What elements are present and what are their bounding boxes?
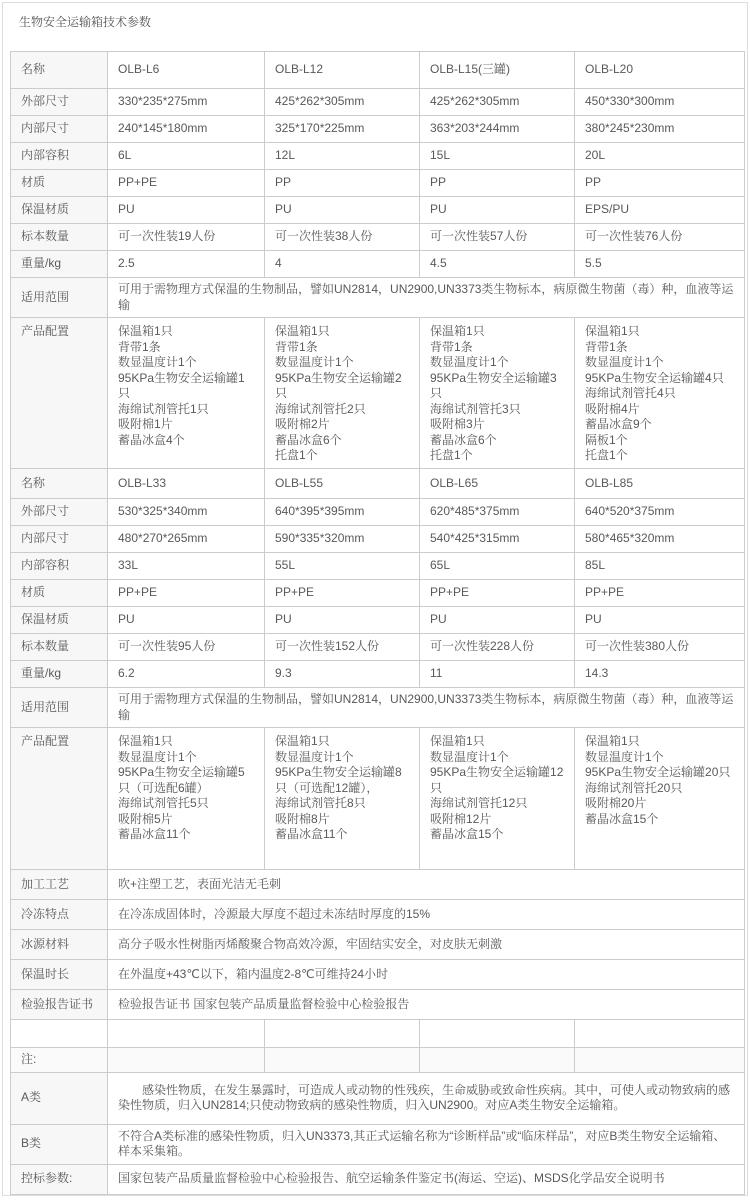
spec-row bbox=[11, 224, 745, 251]
config-item: 保温箱1只 bbox=[275, 324, 330, 338]
config-item: 95KPa生物安全运输罐3只 bbox=[430, 370, 557, 400]
note-label-cell: 注: bbox=[11, 1048, 108, 1073]
scope-text-cell: 可用于需物理方式保温的生物制品，譬如UN2814，UN2900,UN3373类生物标本，病原微生物菌（毒）种，血液等运输 bbox=[108, 688, 745, 728]
spec-row-name-2 bbox=[11, 469, 745, 499]
config-row bbox=[11, 728, 745, 870]
row-label: B类 bbox=[11, 1124, 108, 1164]
config-item: 背带1条 bbox=[585, 339, 628, 354]
value-cell: 可一次性装19人份 bbox=[108, 224, 265, 251]
value-cell: 6.2 bbox=[108, 661, 265, 688]
row-label: 冰源材料 bbox=[11, 930, 108, 960]
row-label: 名称 bbox=[11, 469, 108, 499]
value-cell: 240*145*180mm bbox=[108, 116, 265, 143]
config-list bbox=[420, 728, 575, 870]
config-list bbox=[265, 728, 420, 870]
class-a-text-cell: 感染性物质，在发生暴露时，可造成人或动物的性残疾，生命威胁或致命性疾病。其中，可使人或动物致病的感染性物质，归入UN2814;只使动物致病的感染性物质，归入UN2900。对应A类生物安全运输箱。 bbox=[108, 1072, 745, 1124]
value-cell: 530*325*340mm bbox=[108, 499, 265, 526]
config-item: 数显温度计1个 bbox=[430, 749, 509, 764]
value-cell: EPS/PU bbox=[575, 197, 745, 224]
config-item: 保温箱1只 bbox=[430, 734, 485, 748]
row-label: 材质 bbox=[11, 580, 108, 607]
row-label: 内部尺寸 bbox=[11, 526, 108, 553]
value-cell: 540*425*315mm bbox=[420, 526, 575, 553]
value-cell: OLB-L55 bbox=[265, 469, 420, 499]
value-cell: PU bbox=[265, 197, 420, 224]
value-cell: 5.5 bbox=[575, 251, 745, 278]
value-cell: 590*335*320mm bbox=[265, 526, 420, 553]
empty-cell bbox=[575, 1048, 745, 1073]
config-list bbox=[575, 728, 745, 870]
config-item: 保温箱1只 bbox=[585, 324, 640, 338]
value-cell: PU bbox=[420, 197, 575, 224]
config-item: 隔板1个 bbox=[585, 432, 628, 447]
empty-cell bbox=[265, 1048, 420, 1073]
config-item: 海绵试剂管托8只 bbox=[275, 796, 366, 810]
config-item: 数显温度计1个 bbox=[585, 749, 664, 764]
value-cell: PP bbox=[420, 170, 575, 197]
row-label: 适用范围 bbox=[11, 688, 108, 728]
page-container bbox=[2, 2, 748, 1196]
value-cell: OLB-L33 bbox=[108, 469, 265, 499]
spec-row bbox=[11, 89, 745, 116]
value-cell: 4.5 bbox=[420, 251, 575, 278]
spec-row bbox=[11, 170, 745, 197]
config-item: 海绵试剂管托5只 bbox=[118, 796, 209, 810]
config-item: 保温箱1只 bbox=[430, 324, 485, 338]
row-label: 内部容积 bbox=[11, 143, 108, 170]
scope-row bbox=[11, 688, 745, 728]
config-item: 数显温度计1个 bbox=[275, 355, 354, 369]
value-cell: PU bbox=[575, 607, 745, 634]
footer-row bbox=[11, 900, 745, 930]
spec-row bbox=[11, 526, 745, 553]
config-item: 海绵试剂管托1只 bbox=[118, 401, 209, 416]
config-item: 蓄晶冰盒6个 bbox=[430, 432, 497, 447]
value-cell: PP bbox=[575, 170, 745, 197]
empty-cell bbox=[108, 1020, 265, 1048]
value-cell: 380*245*230mm bbox=[575, 116, 745, 143]
empty-row bbox=[11, 1020, 745, 1048]
spec-row bbox=[11, 661, 745, 688]
row-label: A类 bbox=[11, 1072, 108, 1124]
config-item: 吸附棉12片 bbox=[430, 811, 492, 826]
value-cell: 580*465*320mm bbox=[575, 526, 745, 553]
config-list bbox=[108, 318, 265, 469]
config-item: 背带1条 bbox=[118, 339, 161, 354]
spec-row bbox=[11, 143, 745, 170]
value-cell: 425*262*305mm bbox=[265, 89, 420, 116]
value-cell: 55L bbox=[265, 553, 420, 580]
value-cell: 9.3 bbox=[265, 661, 420, 688]
empty-cell bbox=[108, 1048, 265, 1073]
spec-row bbox=[11, 607, 745, 634]
config-item: 背带1条 bbox=[275, 339, 318, 354]
scope-row bbox=[11, 278, 745, 318]
value-cell: 425*262*305mm bbox=[420, 89, 575, 116]
row-label: 内部容积 bbox=[11, 553, 108, 580]
value-cell: 可一次性装76人份 bbox=[575, 224, 745, 251]
empty-cell bbox=[265, 1020, 420, 1048]
value-cell: PP bbox=[265, 170, 420, 197]
spec-row bbox=[11, 197, 745, 224]
value-cell: PP+PE bbox=[265, 580, 420, 607]
value-cell: 可一次性装95人份 bbox=[108, 634, 265, 661]
config-item: 吸附棉3片 bbox=[430, 417, 485, 431]
value-cell: 85L bbox=[575, 553, 745, 580]
config-item: 95KPa生物安全运输罐12只 bbox=[430, 765, 564, 795]
row-label: 保温材质 bbox=[11, 607, 108, 634]
value-cell: 2.5 bbox=[108, 251, 265, 278]
config-item: 95KPa生物安全运输罐20只 bbox=[585, 765, 731, 779]
value-cell: 可一次性装152人份 bbox=[265, 634, 420, 661]
row-label: 重量/kg bbox=[11, 251, 108, 278]
spec-row bbox=[11, 580, 745, 607]
value-cell: 14.3 bbox=[575, 661, 745, 688]
value-cell: 363*203*244mm bbox=[420, 116, 575, 143]
config-item: 海绵试剂管托3只 bbox=[430, 401, 521, 416]
config-item: 蓄晶冰盒15个 bbox=[585, 811, 659, 826]
config-item: 数显温度计1个 bbox=[585, 355, 664, 369]
value-cell: PU bbox=[108, 607, 265, 634]
footer-row bbox=[11, 990, 745, 1020]
value-cell: PU bbox=[265, 607, 420, 634]
config-item: 吸附棉1片 bbox=[118, 417, 173, 431]
config-item: 蓄晶冰盒15个 bbox=[430, 827, 504, 841]
row-label: 重量/kg bbox=[11, 661, 108, 688]
value-cell: 可一次性装38人份 bbox=[265, 224, 420, 251]
row-label: 产品配置 bbox=[11, 728, 108, 870]
value-cell: OLB-L20 bbox=[575, 52, 745, 89]
row-label: 标本数量 bbox=[11, 634, 108, 661]
footer-text-cell: 高分子吸水性树脂丙烯酸聚合物高效冷源，牢固结实安全，对皮肤无刺激 bbox=[108, 930, 745, 960]
row-label: 外部尺寸 bbox=[11, 499, 108, 526]
config-item: 蓄晶冰盒4个 bbox=[118, 432, 185, 447]
value-cell: 65L bbox=[420, 553, 575, 580]
row-label: 外部尺寸 bbox=[11, 89, 108, 116]
config-item: 数显温度计1个 bbox=[430, 355, 509, 369]
footer-text-cell: 吹+注塑工艺，表面光洁无毛刺 bbox=[108, 870, 745, 900]
row-label: 保温时长 bbox=[11, 960, 108, 990]
value-cell: 640*395*395mm bbox=[265, 499, 420, 526]
value-cell: PU bbox=[108, 197, 265, 224]
value-cell: 可一次性装228人份 bbox=[420, 634, 575, 661]
footer-row bbox=[11, 870, 745, 900]
class-b-text-cell: 不符合A类标准的感染性物质，归入UN3373,其正式运输名称为“诊断样品”或“临床样品”，对应B类生物安全运输箱、样本采集箱。 bbox=[108, 1124, 745, 1164]
config-item: 蓄晶冰盒11个 bbox=[275, 827, 348, 841]
value-cell: 可一次性装380人份 bbox=[575, 634, 745, 661]
value-cell: PP+PE bbox=[108, 580, 265, 607]
config-item: 蓄晶冰盒6个 bbox=[275, 432, 342, 447]
value-cell: 6L bbox=[108, 143, 265, 170]
value-cell: OLB-L85 bbox=[575, 469, 745, 499]
row-label: 名称 bbox=[11, 52, 108, 89]
config-item: 保温箱1只 bbox=[118, 324, 173, 338]
row-label: 产品配置 bbox=[11, 318, 108, 469]
config-list bbox=[265, 318, 420, 469]
row-label: 标本数量 bbox=[11, 224, 108, 251]
config-item: 海绵试剂管托4只 bbox=[585, 386, 676, 400]
page-title: 生物安全运输箱技术参数 bbox=[19, 15, 152, 29]
value-cell: 15L bbox=[420, 143, 575, 170]
config-item: 海绵试剂管托20只 bbox=[585, 780, 683, 795]
empty-cell bbox=[575, 1020, 745, 1048]
value-cell: OLB-L6 bbox=[108, 52, 265, 89]
footer-text-cell: 在冷冻成固体时，冷源最大厚度不超过未冻结时厚度的15% bbox=[108, 900, 745, 930]
config-item: 海绵试剂管托2只 bbox=[275, 401, 366, 416]
value-cell: OLB-L65 bbox=[420, 469, 575, 499]
config-item: 吸附棉8片 bbox=[275, 811, 330, 826]
config-item: 95KPa生物安全运输罐5只（可选配6罐） bbox=[118, 765, 245, 795]
config-row bbox=[11, 318, 745, 469]
spec-row bbox=[11, 553, 745, 580]
config-item: 保温箱1只 bbox=[275, 734, 330, 748]
params-row bbox=[11, 1164, 745, 1194]
value-cell: 20L bbox=[575, 143, 745, 170]
scope-text-cell: 可用于需物理方式保温的生物制品，譬如UN2814，UN2900,UN3373类生物标本，病原微生物菌（毒）种，血液等运输 bbox=[108, 278, 745, 318]
row-label: 适用范围 bbox=[11, 278, 108, 318]
row-label: 材质 bbox=[11, 170, 108, 197]
value-cell: 480*270*265mm bbox=[108, 526, 265, 553]
spec-row bbox=[11, 634, 745, 661]
config-item: 背带1条 bbox=[430, 339, 473, 354]
value-cell: 12L bbox=[265, 143, 420, 170]
footer-row bbox=[11, 960, 745, 990]
config-item: 吸附棉5片 bbox=[118, 811, 173, 826]
value-cell: 450*330*300mm bbox=[575, 89, 745, 116]
config-item: 数显温度计1个 bbox=[118, 355, 197, 369]
row-label: 加工工艺 bbox=[11, 870, 108, 900]
value-cell: 可一次性装57人份 bbox=[420, 224, 575, 251]
config-item: 托盘1个 bbox=[275, 448, 318, 462]
row-label: 检验报告证书 bbox=[11, 990, 108, 1020]
value-cell: 620*485*375mm bbox=[420, 499, 575, 526]
config-item: 保温箱1只 bbox=[585, 734, 640, 748]
config-list bbox=[108, 728, 265, 870]
params-text-cell: 国家包装产品质量监督检验中心检验报告、航空运输条件鉴定书(海运、空运)、MSDS化学品安全说明书 bbox=[108, 1164, 745, 1194]
spec-row bbox=[11, 116, 745, 143]
empty-cell bbox=[11, 1020, 108, 1048]
value-cell: 4 bbox=[265, 251, 420, 278]
row-label: 内部尺寸 bbox=[11, 116, 108, 143]
spec-row bbox=[11, 499, 745, 526]
row-label: 控标参数: bbox=[11, 1164, 108, 1194]
footer-text-cell: 检验报告证书 国家包装产品质量监督检验中心检验报告 bbox=[108, 990, 745, 1020]
config-item: 95KPa生物安全运输罐4只 bbox=[585, 370, 724, 385]
row-label: 保温材质 bbox=[11, 197, 108, 224]
config-item: 95KPa生物安全运输罐1只 bbox=[118, 370, 245, 400]
note-row bbox=[11, 1048, 745, 1073]
config-item: 吸附棉20片 bbox=[585, 796, 647, 810]
value-cell: 640*520*375mm bbox=[575, 499, 745, 526]
value-cell: 330*235*275mm bbox=[108, 89, 265, 116]
value-cell: 325*170*225mm bbox=[265, 116, 420, 143]
config-item: 托盘1个 bbox=[585, 448, 628, 462]
footer-text-cell: 在外温度+43℃以下，箱内温度2-8℃可维持24小时 bbox=[108, 960, 745, 990]
value-cell: OLB-L12 bbox=[265, 52, 420, 89]
config-item: 海绵试剂管托12只 bbox=[430, 796, 528, 810]
class-b-row bbox=[11, 1124, 745, 1164]
class-a-row bbox=[11, 1072, 745, 1124]
row-label: 冷冻特点 bbox=[11, 900, 108, 930]
config-item: 95KPa生物安全运输罐2只 bbox=[275, 370, 402, 400]
empty-cell bbox=[420, 1020, 575, 1048]
value-cell: PP+PE bbox=[108, 170, 265, 197]
config-item: 95KPa生物安全运输罐8只（可选配12罐）， bbox=[275, 765, 402, 795]
config-item: 数显温度计1个 bbox=[275, 749, 354, 764]
value-cell: PU bbox=[420, 607, 575, 634]
config-item: 吸附棉2片 bbox=[275, 417, 330, 431]
config-item: 蓄晶冰盒9个 bbox=[585, 417, 652, 431]
spec-row bbox=[11, 251, 745, 278]
config-list bbox=[420, 318, 575, 469]
footer-row bbox=[11, 930, 745, 960]
config-item: 吸附棉4片 bbox=[585, 401, 640, 416]
value-cell: 11 bbox=[420, 661, 575, 688]
empty-cell bbox=[420, 1048, 575, 1073]
spec-table bbox=[10, 51, 745, 1195]
config-item: 保温箱1只 bbox=[118, 734, 173, 748]
spec-row-name-1 bbox=[11, 52, 745, 89]
config-item: 数显温度计1个 bbox=[118, 749, 197, 764]
value-cell: 33L bbox=[108, 553, 265, 580]
value-cell: OLB-L15(三罐) bbox=[420, 52, 575, 89]
config-item: 托盘1个 bbox=[430, 448, 473, 462]
value-cell: PP+PE bbox=[575, 580, 745, 607]
config-list bbox=[575, 318, 745, 469]
value-cell: PP+PE bbox=[420, 580, 575, 607]
config-item: 蓄晶冰盒11个 bbox=[118, 827, 191, 841]
